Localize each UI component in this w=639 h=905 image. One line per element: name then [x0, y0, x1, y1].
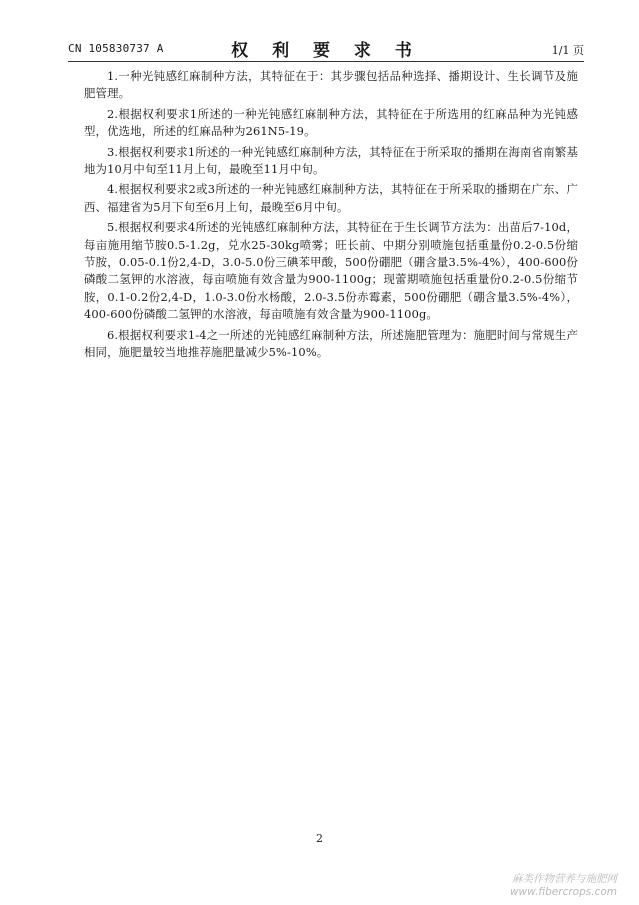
page-header [68, 36, 584, 60]
claim-2: 2.根据权利要求1所述的一种光钝感红麻制种方法，其特征在于所选用的红麻品种为光钝感型，优选地，所述的红麻品种为261N5-19。 [84, 106, 578, 139]
claims-section [84, 68, 578, 365]
watermark-url: www.fibercrops.com [509, 886, 617, 898]
publication-number: CN 105830737 A [68, 42, 164, 55]
claim-1: 1.一种光钝感红麻制种方法，其特征在于：其步骤包括品种选择、播期设计、生长调节及施肥管理。 [84, 69, 578, 101]
claim-5: 5.根据权利要求4所述的光钝感红麻制种方法，其特征在于生长调节方法为：出苗后7-10d，每亩施用缩节胺0.5-1.2g，兑水25-30kg喷雾；旺长前、中期分别喷施包括重量份0.2-0.5份缩节胺，0.05-0.1份2,4-D，3.0-5.0份三碘苯甲酸，500份硼肥（硼含量3.5%-4%），400-600份磷酸二氢钾的水溶液，每亩喷施有效含量为900-1100g；现蕾期喷施包括重量份0.2-0.5份缩节胺，0.1-0.2份2,4-D，1.0-3.0份水杨酸，2.0-3.5份赤霉素，500份硼肥（硼含量3.5%-4%），400-600份磷酸二氢钾的水溶液，每亩喷施有效含量为900-1100g。 [84, 220, 578, 322]
claim-6: 6.根据权利要求1-4之一所述的光钝感红麻制种方法，所述施肥管理为：施肥时间与常规生产相同，施肥量较当地推荐施肥量减少5%-10%。 [84, 327, 578, 360]
page-number: 2 [316, 832, 323, 845]
page-indicator: 1/1 页 [551, 44, 584, 57]
claim-3: 3.根据权利要求1所述的一种光钝感红麻制种方法，其特征在于所采取的播期在海南省南繁基地为10月中旬至11月上旬，最晚至11月中旬。 [84, 144, 578, 177]
document-title: 权 利 要 求 书 [231, 41, 421, 61]
site-watermark [510, 873, 617, 899]
claim-4: 4.根据权利要求2或3所述的一种光钝感红麻制种方法，其特征在于所采取的播期在广东、广西、福建省为5月下旬至6月上旬，最晚至6月中旬。 [84, 182, 578, 214]
watermark-site-name: 麻类作物营养与施肥网 [512, 873, 617, 885]
header-divider [68, 61, 584, 62]
